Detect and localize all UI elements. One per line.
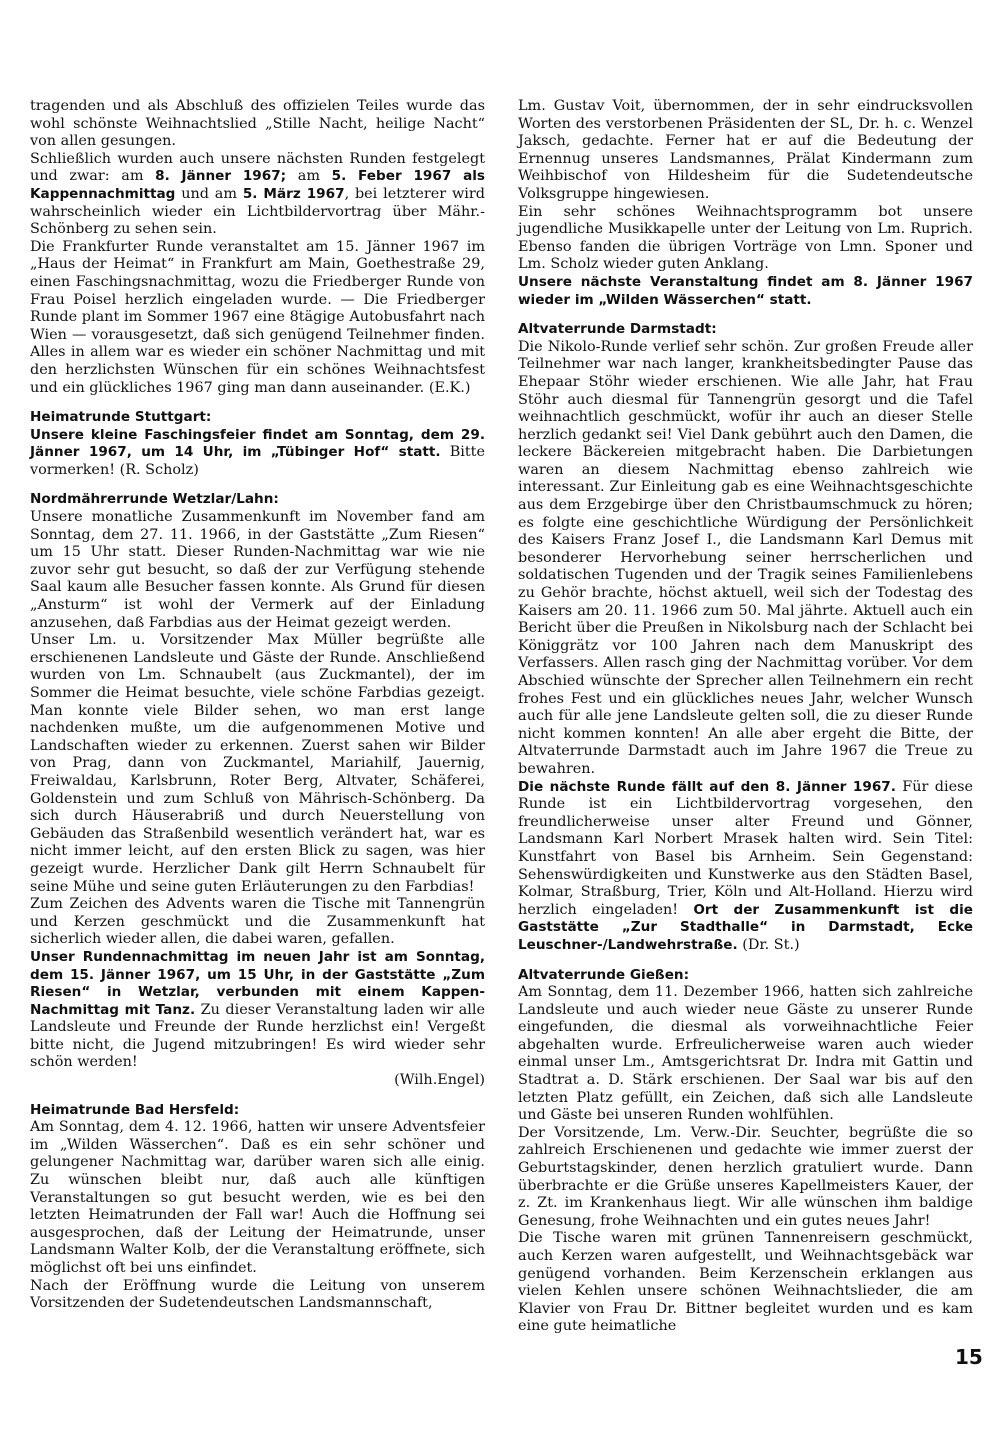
paragraph: Lm. Gustav Voit, übernommen, der in sehr eindrucksvollen Worten des verstorbenen Präsidenten der SL, Dr. h. c. Wenzel Jaksch, gedachte. Ferner hat er auf die Bedeutung der Ernennug unseres Landsmannes, Prälat Kindermann zum Weihbischof von Hildesheim für die Sudetendeutsche Volksgruppe hingewiesen. — [518, 98, 973, 202]
paragraph: Unser Lm. u. Vorsitzender Max Müller begrüßte alle erschienenen Landsleute und Gäste der Runde. Anschließend wurden von Lm. Schnaubelt (aus Zuckmantel), der im Sommer die Heimat besuchte, viele schöne Farbdias gezeigt. Man konnte viele Bilder sehen, wo man erst lange nachdenken mußte, um die aufgenommenen Motive und Landschaften wieder zu erkennen. Zuerst sahen wir Bilder von Prag, dann von Zuckmantel, Mariahilf, Jauernig, Freiwaldau, Karlsbrunn, Roter Berg, Altvater, Schäferei, Goldenstein und zum Schluß von Mährisch-Schönberg. Da sich durch Häuserabriß und durch Neuerstellung von Gebäuden das Straßenbild wesentlich verändert hat, war es nicht immer leicht, auf den ersten Blick zu sagen, was hier gezeigt wurde. Herzlicher Dank gilt Herrn Schnaubelt für seine Mühe und seine guten Erläuterungen zu den Farbdias! — [30, 632, 485, 895]
paragraph: Am Sonntag, dem 4. 12. 1966, hatten wir unsere Adventsfeier im „Wilden Wässerchen“. Daß es ein sehr schöner und gelungener Nachmittag war, darüber waren sich alle einig. Zu wünschen bleibt nur, daß auch alle künftigen Veranstaltungen so gut besucht werden, wie es bei den letzten Heimatrunden der Fall war! Auch die Hoffnung sei ausgesprochen, daß der Leitung der Heimatrunde, unser Landsmann Walter Kolb, der die Veranstaltung eröffnete, sich möglichst oft bei uns einfindet. — [30, 1119, 485, 1276]
left-column — [30, 98, 485, 1313]
paragraph-dates: Schließlich wurden auch unsere nächsten Runden festgelegt und zwar: am 8. Jänner 1967; am 5. Feber 1967 als Kappennachmittag und am 5. März 1967, bei letzterer wird wahrscheinlich wieder ein Lichtbildervortrag über Mähr.-Schönberg zu sehen sein. — [30, 150, 486, 238]
paragraph: Am Sonntag, dem 11. Dezember 1966, hatten sich zahlreiche Landsleute und auch wieder neue Gäste zu unserer Runde eingefunden, die diesmal als vorweihnachtliche Feier abgehalten wurde. Erfreulicherweise waren auch wieder einmal unser Lm., Amtsgerichtsrat Dr. Indra mit Gattin und Stadtrat a. D. Stärk erschienen. Der Saal war bis auf den letzten Platz gefüllt, ein Zeichen, daß sich alle Landsleute und Gäste bei unseren Runden wohlfühlen. — [518, 984, 973, 1124]
page-number: 15 — [955, 1345, 983, 1369]
section-heading-hersfeld: Heimatrunde Bad Hersfeld: — [30, 1101, 240, 1118]
section-heading-stuttgart: Heimatrunde Stuttgart: — [30, 409, 212, 426]
paragraph: Die Frankfurter Runde veranstaltet am 15. Jänner 1967 im „Haus der Heimat“ in Frankfurt am Main, Goethestraße 29, einen Faschingsnachmittag, wozu die Friedberger Runde von Frau Poisel herzlich eingeladen wurde. — Die Friedberger Runde plant im Sommer 1967 eine 8tägige Autobusfahrt nach Wien — vorausgesetzt, daß sich genügend Teilnehmer finden. Alles in allem war es wieder ein schöner Nachmittag und mit den herzlichsten Wünschen für ein schönes Weihnachtsfest und ein glückliches 1967 ging man dann auseinander. (E.K.) — [30, 238, 485, 396]
paragraph: Unsere monatliche Zusammenkunft im November fand am Sonntag, dem 27. 11. 1966, in der Gaststätte „Zum Riesen“ um 15 Uhr statt. Dieser Runden-Nachmittag war wie nie zuvor sehr gut besucht, so daß der zur Verfügung stehende Saal kaum alle Besucher fassen konnte. Als Grund für diesen „Ansturm“ ist wohl der Vermerk auf der Einladung anzusehen, daß Farbdias aus der Heimat gezeigt werden. — [30, 509, 485, 631]
paragraph: Ein sehr schönes Weihnachtsprogramm bot unsere jugendliche Musikkapelle unter der Leitung von Lm. Ruprich. Ebenso fanden die übrigen Vorträge von Lmn. Sponer und Lm. Scholz wieder guten Anklang. — [518, 203, 973, 273]
paragraph-hersfeld-announcement: Unsere nächste Veranstaltung findet am 8. Jänner 1967 wieder im „Wilden Wässerchen“ statt. — [518, 273, 973, 308]
paragraph-wetzlar-announcement: Unser Rundennachmittag im neuen Jahr ist am Sonntag, dem 15. Jänner 1967, um 15 Uhr, in der Gaststätte „Zum Riesen“ in Wetzlar, verbunden mit einem Kappen-Nachmittag mit Tanz. Zu dieser Veranstaltung laden wir alle Landsleute und Freunde der Runde herzlichst ein! Vergeßt bitte nicht, die Jugend mitzubringen! Es wird wieder sehr schön werden! — [30, 948, 485, 1071]
paragraph: Zum Zeichen des Advents waren die Tische mit Tannengrün und Kerzen geschmückt und die Zusammenkunft hat sicherlich wieder allen, die dabei waren, gefallen. — [30, 896, 485, 948]
section-heading-darmstadt: Altvaterrunde Darmstadt: — [518, 321, 717, 338]
paragraph: Nach der Eröffnung wurde die Leitung von unserem Vorsitzenden der Sudetendeutschen Landsmannschaft, — [30, 1277, 485, 1312]
section-heading-giessen: Altvaterrunde Gießen: — [518, 966, 690, 983]
signature: (Wilh.Engel) — [394, 1072, 485, 1089]
paragraph-stuttgart: Unsere kleine Faschingsfeier findet am Sonntag, dem 29. Jänner 1967, um 14 Uhr, im „Tübinger Hof“ statt. Bitte vormerken! (R. Scholz) — [30, 426, 485, 478]
paragraph: Der Vorsitzende, Lm. Verw.-Dir. Seuchter, begrüßte die so zahlreich Erschienenen und gedachte wie immer zuerst der Geburtstagskinder, denen herzlich gratuliert wurde. Dann überbrachte er die Grüße unseres Kapellmeisters Kauer, der z. Zt. im Krankenhaus liegt. Wir alle wünschen ihm baldige Genesung, frohe Weihnachten und ein gutes neues Jahr! — [518, 1124, 973, 1229]
right-column — [518, 98, 973, 1336]
paragraph: Die Tische waren mit grünen Tannenreisern geschmückt, auch Kerzen waren aufgestellt, und Weihnachtsgebäck war genügend vorhanden. Beim Kerzenschein erklangen aus vielen Kehlen unsere schönen Weihnachtslieder, die am Klavier von Frau Dr. Bittner begleitet wurden und es kam eine gute heimatliche — [518, 1230, 973, 1335]
paragraph-darmstadt-announcement: Die nächste Runde fällt auf den 8. Jänner 1967. Für diese Runde ist ein Lichtbildervortrag vorgesehen, den freundlicherweise unser alter Freund und Gönner, Landsmann Karl Norbert Mrasek halten wird. Sein Titel: Kunstfahrt von Basel bis Arnheim. Sein Gegenstand: Sehenswürdigkeiten und Kunstwerke aus den Städten Basel, Kolmar, Straßburg, Trier, Köln und Alt-Holland. Hierzu wird herzlich eingeladen! Ort der Zusammenkunft ist die Gaststätte „Zur Stadthalle“ in Darmstadt, Ecke Leuschner-/Landwehrstraße. (Dr. St.) — [518, 778, 974, 953]
paragraph: Die Nikolo-Runde verlief sehr schön. Zur großen Freude aller Teilnehmer war nach langer, krankheitsbedingter Pause das Ehepaar Stöhr wieder erschienen. Wie alle Jahr, hat Frau Stöhr auch diesmal für Tannengrün gesorgt und die Tafel weihnachtlich geschmückt, wofür ihr auch an dieser Stelle herzlich gedankt sei! Viel Dank gebührt auch den Damen, die leckere Bäckereien mitgebracht haben. Die Darbietungen waren an diesem Nachmittag ebenso zahlreich wie interessant. Zur Einleitung gab es eine Weihnachtsgeschichte aus dem Erzgebirge über den Christbaumschmuck zu hören; es folgte eine geschichtliche Würdigung der Persönlichkeit des Kaisers Franz Josef I., die Landsmann Karl Demus mit besonderer Hervorhebung seiner herrscherlichen und soldatischen Tugenden und der Tragik seines Familienlebens zu Gehör brachte, höchst aktuell, weil sich der Todestag des Kaisers am 20. 11. 1966 zum 50. Mal jährte. Aktuell auch ein Bericht über die Preußen in Nikolsburg nach der Schlacht bei Königgrätz vor 100 Jahren nach dem Manuskript des Verfassers. Allen rasch ging der Nachmittag vorüber. Vor dem Abschied wünschte der Sprecher allen Teilnehmern ein recht frohes Fest und ein glückliches neues Jahr, welcher Wunsch auch für alle jene Landsleute gelten soll, die zu dieser Runde nicht kommen konnten! An alle aber ergeht die Bitte, der Altvaterrunde Darmstadt auch im Jahre 1967 die Treue zu bewahren. — [518, 338, 973, 777]
section-heading-wetzlar: Nordmährerrunde Wetzlar/Lahn: — [30, 491, 279, 508]
paragraph: tragenden und als Abschluß des offizielen Teiles wurde das wohl schönste Weihnachtslied „Stille Nacht, heilige Nacht“ von allen gesungen. — [30, 98, 485, 150]
